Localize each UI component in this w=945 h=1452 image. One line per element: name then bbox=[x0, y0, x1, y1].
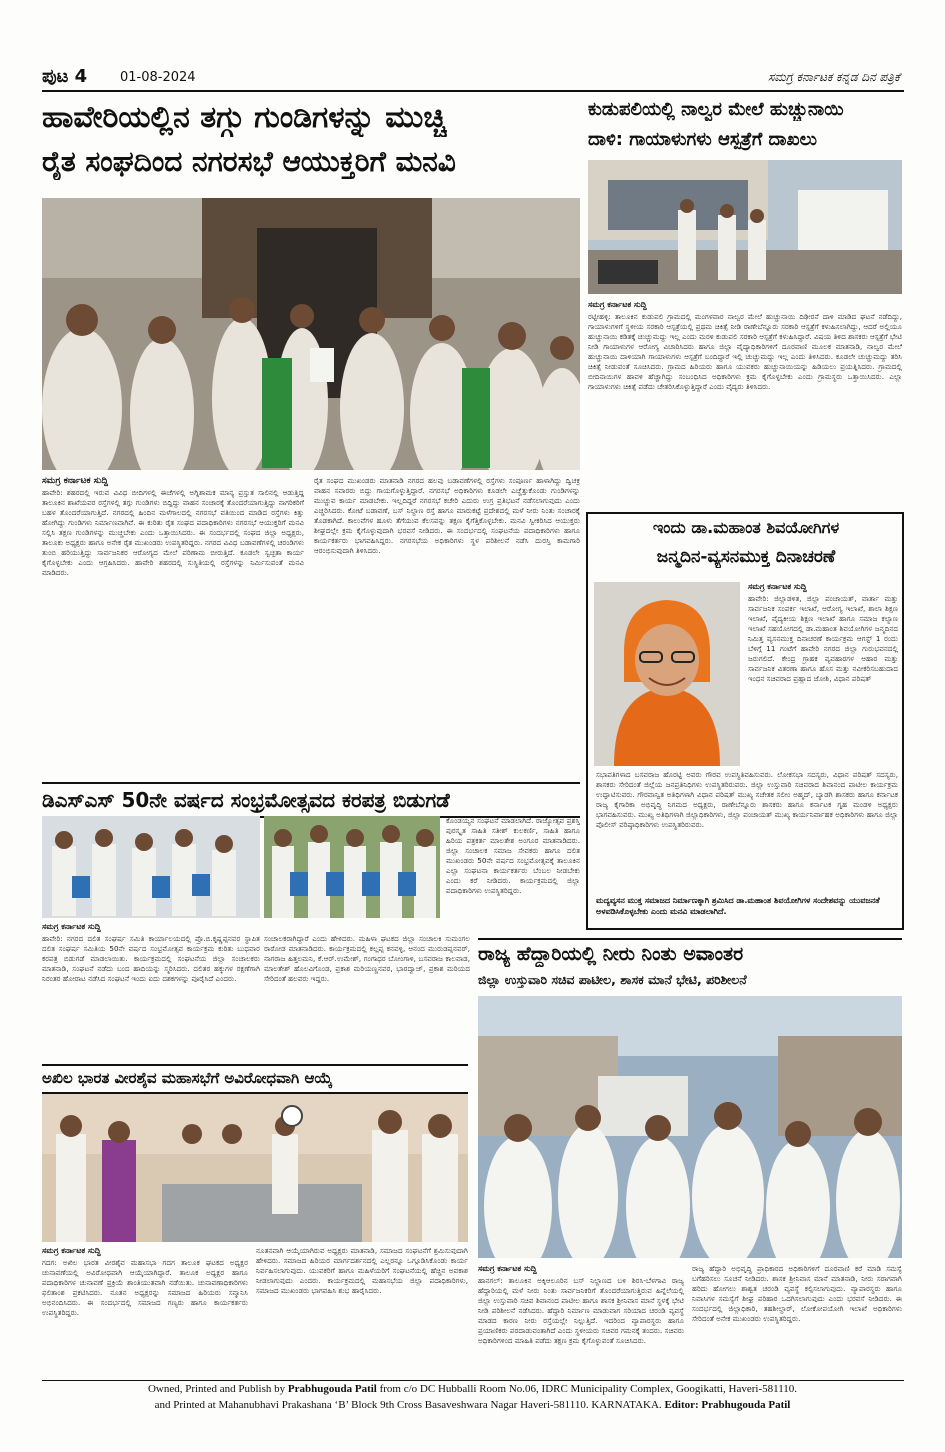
story1-headline-line1: ಹಾವೇರಿಯಲ್ಲಿನ ತಗ್ಗು ಗುಂಡಿಗಳನ್ನು ಮುಚ್ಚಿ bbox=[42, 100, 447, 135]
story4-headline: ಡಿಎಸ್‌ಎಸ್ 50ನೇ ವರ್ಷದ ಸಂಭ್ರಮೋತ್ಸವದ ಕರಪತ್ರ ಬಿಡುಗಡೆ bbox=[42, 782, 580, 818]
page-header bbox=[42, 66, 904, 92]
story4-body-side: ಕೊಂಡಯ್ಯನ ಸಂಘಟನೆ ಮಾಡಲಾಗಿದೆ. ರಾಜ್ಯೋತ್ಸವ ಪ್ರಶಸ್ತಿ ಪುರಸ್ಕೃತ ಸಾಹಿತಿ ಸತೀಶ್ ಕುಲಕರ್ಣಿ, ಸಾಹಿತಿ ಹಾಗೂ ಹಿರಿಯ ಪತ್ರಕರ್ತ ಮಾಲತೇಶ ಅಂಗೂರ ಮಾತನಾಡಿದರು. ಜಿಲ್ಲಾ ಸಂಚಾಲಕ ಸಮಾಜ ಸೇವಕರು ಹಾಗೂ ದಲಿತ ಮುಖಂಡರು 50ನೇ ವರ್ಷದ ಸಂಭ್ರಮೋತ್ಸವಕ್ಕೆ ತಾಲೂಕಿನ ಎಲ್ಲಾ ಸಂಘಟನಾ ಕಾರ್ಯಕರ್ತರು ಬೆಂಬಲ ನೀಡಬೇಕು ಎಂದು ಕರೆ ನೀಡಿದರು. ಕಾರ್ಯಕ್ರಮದಲ್ಲಿ ಜಿಲ್ಲಾ ಪದಾಧಿಕಾರಿಗಳು ಉಪಸ್ಥಿತರಿದ್ದರು. bbox=[446, 816, 580, 895]
story6-byline: ಸಮಗ್ರ ಕರ್ನಾಟಕ ಸುದ್ದಿ bbox=[478, 1264, 537, 1273]
story-veerashaiva bbox=[42, 1064, 468, 1378]
story2-body: ರಟ್ಟೀಹಳ್ಳಿ: ತಾಲೂಕಿನ ಕುಡುಪಲಿ ಗ್ರಾಮದಲ್ಲಿ ಮಂಗಳವಾರ ನಾಲ್ವರ ಮೇಲೆ ಹುಚ್ಚುನಾಯಿ ದಿಢೀರನೆ ದಾಳಿ ಮಾಡಿದ ಘಟನೆ ನಡೆದಿದ್ದು, ಗಾಯಾಳುಗಳಿಗೆ ಸ್ಥಳೀಯ ಸರಕಾರಿ ಆಸ್ಪತ್ರೆಯಲ್ಲಿ ಪ್ರಥಮ ಚಿಕಿತ್ಸೆ ನೀಡಿ ರಾಣೇಬೆನ್ನೂರು ಸರಕಾರಿ ಆಸ್ಪತ್ರೆಗೆ ಕಳುಹಿಸಲಾಗಿದ್ದು, ಆದರೆ ಅಲ್ಲಿಯೂ ಹುಚ್ಚುನಾಯಿ ಕಡಿತಕ್ಕೆ ಚುಚ್ಚುಮದ್ದು ಇಲ್ಲ ಎಂದು ಮರಳಿ ಕುಡುಪಲಿ ಸರಕಾರಿ ಆಸ್ಪತ್ರೆಗೆ ಕಳುಹಿಸಿದ್ದಾರೆ. ವಿಷಯ ತಿಳಿದ ಶಾಸಕರು ಆಸ್ಪತ್ರೆಗೆ ಭೇಟಿ ನೀಡಿ ಗಾಯಾಳುಗಳ ಆರೋಗ್ಯ ವಿಚಾರಿಸಿದರು ಹಾಗೂ ಜಿಲ್ಲಾ ವೈದ್ಯಾಧಿಕಾರಿಗಳಿಗೆ ದೂರವಾಣಿ ಮೂಲಕ ಮಾತನಾಡಿ, ನಾಲ್ವರ ಮೇಲೆ ಹುಚ್ಚುನಾಯಿ ದಾಳಿಯಾಗಿ ಗಾಯಾಳುಗಳು ಆಸ್ಪತ್ರೆಗೆ ಬಂದಿದ್ದಾರೆ ಇಲ್ಲಿ ಚುಚ್ಚುಮದ್ದು ಇಲ್ಲ ಎಂದು ತಿಳಿಸಿದರು. ಕೂಡಲೇ ಚುಚ್ಚುಮದ್ದು ತರಿಸಿ ಚಿಕಿತ್ಸೆ ನೀಡುವಂತೆ ಸೂಚಿಸಿದರು. ಗ್ರಾಮದ ಹಿರಿಯರು ಹಾಗೂ ಯುವಕರು ಹುಚ್ಚುನಾಯಿಯನ್ನು ಹಿಡಿಯಲು ಪ್ರಯತ್ನಿಸಿದರು. ಗ್ರಾಮದಲ್ಲಿ ಬೀದಿನಾಯಿಗಳ ಹಾವಳಿ ಹೆಚ್ಚಾಗಿದ್ದು ಸಂಬಂಧಿಸಿದ ಅಧಿಕಾರಿಗಳು ಕ್ರಮ ಕೈಗೊಳ್ಳಬೇಕು ಎಂದು ಗ್ರಾಮಸ್ಥರು ಒತ್ತಾಯಿಸಿದರು. ಎಲ್ಲಾ ಗಾಯಾಳುಗಳು ಚಿಕಿತ್ಸೆ ಪಡೆದು ಚೇತರಿಸಿಕೊಳ್ಳುತ್ತಿದ್ದಾರೆ ಎಂದು ವೈದ್ಯರು ತಿಳಿಸಿದರು. bbox=[588, 312, 902, 391]
story-haveri-potholes bbox=[42, 98, 580, 850]
story4-body-mid: ಸಂಚಾಲಕರಾಗಿದ್ದಾರೆ ಎಂದು ಹೇಳಿದರು. ಮಹಿಳಾ ಘಟಕದ ಜಿಲ್ಲಾ ಸಂಚಾಲಕಿ ಸುಮಂಗಲ ರಾಠೋಡ ಮಾತನಾಡಿದರು. ಕಾರ್ಯಕ್ರಮದಲ್ಲಿ ಕಲ್ಲಪ್ಪ ಕನವಳ್ಳಿ, ಆನಂದ ಮುರುಡಪ್ಪನವರ್, ನಾಗರಾಜ ಹಿತ್ತಲಮನಿ, ಕೆ.ಆರ್.ಉಮೇಶ್, ಗಂಗಾಧರ ಬೋಂಗಾಳಿ, ಬಸವರಾಜ ಕಾಲವಾಡ, ಮಾಲತೇಶ್ ಹೊಲವಿಗೊಂಡ, ಪ್ರಕಾಶ ಮರಿಯಣ್ಣನವರ, ಭಾರದ್ವಾಜ್, ಪ್ರಕಾಶ ಮರಿಯದ ಸೇರಿದಂತೆ ಹಲವರು ಇದ್ದರು. bbox=[264, 934, 470, 983]
story6-photo bbox=[478, 996, 902, 1258]
story2-headline-line1: ಕುಡುಪಲಿಯಲ್ಲಿ ನಾಲ್ವರ ಮೇಲೆ ಹುಚ್ಚುನಾಯಿ bbox=[588, 99, 844, 120]
story6-headline-line2: ಜಿಲ್ಲಾ ಉಸ್ತುವಾರಿ ಸಚಿವ ಪಾಟೀಲ, ಶಾಸಕ ಮಾನೆ ಭೇಟಿ, ಪರಿಶೀಲನೆ bbox=[478, 972, 747, 987]
story1-byline: ಸಮಗ್ರ ಕರ್ನಾಟಕ ಸುದ್ದಿ bbox=[42, 476, 108, 486]
story-dog-attack bbox=[588, 98, 902, 508]
story1-body-right: ರೈತ ಸಂಘದ ಮುಖಂಡರು ಮಾತನಾಡಿ ನಗರದ ಹಲವು ಬಡಾವಣೆಗಳಲ್ಲಿ ರಸ್ತೆಗಳು ಸಂಪೂರ್ಣ ಹಾಳಾಗಿದ್ದು ದ್ವಿಚಕ್ರ ವಾಹನ ಸವಾರರು ಬಿದ್ದು ಗಾಯಗೊಳ್ಳುತ್ತಿದ್ದಾರೆ. ನಗರಸಭೆ ಅಧಿಕಾರಿಗಳು ಕೂಡಲೇ ಎಚ್ಚೆತ್ತುಕೊಂಡು ಗುಂಡಿಗಳನ್ನು ಮುಚ್ಚುವ ಕಾರ್ಯ ಮಾಡಬೇಕು. ಇಲ್ಲದಿದ್ದರೆ ನಗರಸಭೆ ಕಚೇರಿ ಎದುರು ಉಗ್ರ ಪ್ರತಿಭಟನೆ ನಡೆಸಲಾಗುವುದು ಎಂದು ಎಚ್ಚರಿಸಿದರು. ಕೋಟೆ ಬಡಾವಣೆ, ಬಸ್ ನಿಲ್ದಾಣ ರಸ್ತೆ ಹಾಗೂ ಮಾರುಕಟ್ಟೆ ಪ್ರದೇಶದಲ್ಲಿ ಮಳೆ ನೀರು ನಿಂತು ಸಂಚಾರಕ್ಕೆ ತೊಡಕಾಗಿದೆ. ಕಾಲುವೆಗಳ ಹೂಳು ತೆಗೆಯುವ ಕೆಲಸವನ್ನು ತಕ್ಷಣ ಕೈಗೆತ್ತಿಕೊಳ್ಳಬೇಕು. ಮನವಿ ಸ್ವೀಕರಿಸಿದ ಆಯುಕ್ತರು ಶೀಘ್ರದಲ್ಲೇ ಕ್ರಮ ಕೈಗೊಳ್ಳುವುದಾಗಿ ಭರವಸೆ ನೀಡಿದರು. ಈ ಸಂದರ್ಭದಲ್ಲಿ ಸಂಘಟನೆಯ ಪದಾಧಿಕಾರಿಗಳು ಹಾಗೂ ಕಾರ್ಯಕರ್ತರು ಭಾಗವಹಿಸಿದ್ದರು. ನಗರಸಭೆಯ ಅಧಿಕಾರಿಗಳು ಸ್ಥಳ ಪರಿಶೀಲನೆ ನಡೆಸಿ ದುರಸ್ತಿ ಕಾಮಗಾರಿ ಆರಂಭಿಸುವುದಾಗಿ ತಿಳಿಸಿದರು. bbox=[314, 476, 580, 555]
story6-headline-line1: ರಾಜ್ಯ ಹೆದ್ದಾರಿಯಲ್ಲಿ ನೀರು ನಿಂತು ಅವಾಂತರ bbox=[478, 938, 902, 967]
story1-body-left: ಹಾವೇರಿ: ಶಹರದಲ್ಲಿ ಇರುವ ವಿವಿಧ ಬೀದಿಗಳಲ್ಲಿ ಈಚೆಗಳಲ್ಲಿ ಅಗ್ನಿಶಾಮಕ ಮಾನ್ಯ ಪ್ರಸ್ತುತ ಸಾಲಿನಲ್ಲಿ ಆಡುತ್ತಿದ್ದ ತಾಲೂಕಿನ ಶಾಖೆಯವರ ರಸ್ತೆಗಳಲ್ಲಿ ತಗ್ಗು ಗುಂಡಿಗಳು ಬಿದ್ದಿದ್ದು ವಾಹನ ಸಂಚಾರಕ್ಕೆ ತೊಂದರೆಯಾಗುತ್ತಿದ್ದು ನಾಗರಿಕರಿಗೆ ಬಹಳ ತೊಂದರೆಯಾಗುತ್ತಿದೆ. ನಗರದಲ್ಲಿ ಹಿಂದಿನ ಮಳೆಗಾಲದಲ್ಲಿ ನಗರಸಭೆ ವತಿಯಿಂದ ಮಾಡಿದ ರಸ್ತೆಗಳು ಕಿತ್ತು ಹೋಗಿದ್ದು ಗುಂಡಿಗಳು ನಿರ್ಮಾಣವಾಗಿವೆ. ಈ ಕುರಿತು ರೈತ ಸಂಘದ ಪದಾಧಿಕಾರಿಗಳು ನಗರಸಭೆ ಆಯುಕ್ತರಿಗೆ ಮನವಿ ಸಲ್ಲಿಸಿ ತಕ್ಷಣ ಗುಂಡಿಗಳನ್ನು ಮುಚ್ಚಬೇಕು ಎಂದು ಒತ್ತಾಯಿಸಿದರು. ಈ ಸಂದರ್ಭದಲ್ಲಿ ಸಂಘದ ಜಿಲ್ಲಾ ಅಧ್ಯಕ್ಷರು, ತಾಲೂಕು ಅಧ್ಯಕ್ಷರು ಹಾಗೂ ಅನೇಕ ರೈತ ಮುಖಂಡರು ಉಪಸ್ಥಿತರಿದ್ದರು. ನಗರದ ವಿವಿಧ ಬಡಾವಣೆಗಳಲ್ಲಿ ಚರಂಡಿಗಳು ತುಂಬಿ ಹರಿಯುತ್ತಿದ್ದು ಸಾರ್ವಜನಿಕರ ಆರೋಗ್ಯದ ಮೇಲೆ ಪರಿಣಾಮ ಬೀರುತ್ತಿದೆ. ಕೂಡಲೇ ಸ್ವಚ್ಛತಾ ಕಾರ್ಯ ಕೈಗೊಳ್ಳಬೇಕು ಎಂದು ಆಗ್ರಹಿಸಿದರು. ಹಾವೇರಿ ಶಹರದಲ್ಲಿ ಸುಸ್ಥಿತಿಯಲ್ಲಿ ರಸ್ತೆಗಳನ್ನು ನಿರ್ಮಿಸುವಂತೆ ಮನವಿ ಮಾಡಿದರು. bbox=[42, 488, 304, 577]
story4-body-left: ಹಾವೇರಿ: ನಗರದ ದಲಿತ ಸಂಘರ್ಷ ಸಮಿತಿ ಕಾರ್ಯಾಲಯದಲ್ಲಿ ಪ್ರೊ.ಬಿ.ಕೃಷ್ಣಪ್ಪನವರ ಸ್ಥಾಪಿತ ದಲಿತ ಸಂಘರ್ಷ ಸಮಿತಿಯ 50ನೇ ವರ್ಷದ ಸಂಭ್ರಮೋತ್ಸವ ಕಾರ್ಯಕ್ರಮ ಕುರಿತು ಬುಧವಾರ ಕರಪತ್ರ ಬಿಡುಗಡೆ ಮಾಡಲಾಯಿತು. ಕಾರ್ಯಕ್ರಮದಲ್ಲಿ ಸಂಘಟನೆಯ ಜಿಲ್ಲಾ ಸಂಚಾಲಕರು ಮಾತನಾಡಿ, ಸಂಘಟನೆ ನಡೆದು ಬಂದ ಹಾದಿಯನ್ನು ಸ್ಮರಿಸಿದರು. ದಲಿತರ ಹಕ್ಕುಗಳ ರಕ್ಷಣೆಗಾಗಿ ನಿರಂತರ ಹೋರಾಟ ನಡೆಸಿದ ಸಂಘಟನೆ ಇಂದು ಐದು ದಶಕಗಳನ್ನು ಪೂರೈಸಿದೆ ಎಂದರು. bbox=[42, 934, 260, 983]
story3-note: ಮದ್ಯವ್ಯಸನ ಮುಕ್ತ ಸಮಾಜದ ನಿರ್ಮಾಣಕ್ಕಾಗಿ ಶ್ರಮಿಸಿದ ಡಾ.ಮಹಾಂತ ಶಿವಯೋಗಿಗಳ ಸಂದೇಶವನ್ನು ಯುವಜನತೆ ಅಳವಡಿಸಿಕೊಳ್ಳಬೇಕು ಎಂದು ಮನವಿ ಮಾಡಲಾಗಿದೆ. bbox=[596, 896, 880, 916]
issue-date: 01-08-2024 bbox=[120, 70, 196, 85]
imprint-line-1: Owned, Printed and Publish by Prabhugouda Patil from c/o DC Hubballi Room No.06, IDRC Municipality Complex, Googikatti, Haveri-581110. bbox=[147, 1383, 798, 1395]
page-number: ಪುಟ 4 bbox=[42, 66, 88, 87]
story3-byline: ಸಮಗ್ರ ಕರ್ನಾಟಕ ಸುದ್ದಿ bbox=[748, 582, 807, 591]
story5-byline: ಸಮಗ್ರ ಕರ್ನಾಟಕ ಸುದ್ದಿ bbox=[42, 1246, 101, 1255]
footer-rule bbox=[42, 1380, 904, 1381]
editor-credit: Editor: Prabhugouda Patil bbox=[664, 1398, 791, 1411]
story5-body-left: ಗದಗ: ಅಖಿಲ ಭಾರತ ವೀರಶೈವ ಮಹಾಸಭಾ ಗದಗ ತಾಲೂಕ ಘಟಕದ ಅಧ್ಯಕ್ಷರ ಚುನಾವಣೆಯಲ್ಲಿ ಅವಿರೋಧವಾಗಿ ಆಯ್ಕೆಯಾಗಿದ್ದಾರೆ. ತಾಲೂಕ ಅಧ್ಯಕ್ಷರ ಹಾಗೂ ಪದಾಧಿಕಾರಿಗಳ ಚುನಾವಣೆ ಪ್ರಕ್ರಿಯೆ ಶಾಂತಿಯುತವಾಗಿ ನಡೆಯಿತು. ಚುನಾವಣಾಧಿಕಾರಿಗಳು ಫಲಿತಾಂಶ ಪ್ರಕಟಿಸಿದರು. ನೂತನ ಅಧ್ಯಕ್ಷರನ್ನು ಸಮಾಜದ ಹಿರಿಯರು ಸನ್ಮಾನಿಸಿ ಅಭಿನಂದಿಸಿದರು. ಈ ಸಂದರ್ಭದಲ್ಲಿ ಸಮಾಜದ ಗಣ್ಯರು ಹಾಗೂ ಕಾರ್ಯಕರ್ತರು ಉಪಸ್ಥಿತರಿದ್ದರು. bbox=[42, 1258, 248, 1317]
story2-byline: ಸಮಗ್ರ ಕರ್ನಾಟಕ ಸುದ್ದಿ bbox=[588, 300, 647, 309]
story2-headline-line2: ದಾಳಿ: ಗಾಯಾಳುಗಳು ಆಸ್ಪತ್ರೆಗೆ ದಾಖಲು bbox=[588, 129, 818, 150]
story6-body-right: ರಾಜ್ಯ ಹೆದ್ದಾರಿ ಅಭಿವೃದ್ಧಿ ಪ್ರಾಧಿಕಾರದ ಅಧಿಕಾರಿಗಳಿಗೆ ದೂರವಾಣಿ ಕರೆ ಮಾಡಿ ಸಮಸ್ಯೆ ಬಗೆಹರಿಸಲು ಸೂಚನೆ ನೀಡಿದರು. ಶಾಸಕ ಶ್ರೀನಿವಾಸ ಮಾನೆ ಮಾತನಾಡಿ, ನೀರು ಸರಾಗವಾಗಿ ಹರಿದು ಹೋಗಲು ಶಾಶ್ವತ ಚರಂಡಿ ವ್ಯವಸ್ಥೆ ಕಲ್ಪಿಸಲಾಗುವುದು. ವ್ಯಾಪಾರಸ್ಥರು ಹಾಗೂ ನಿವಾಸಿಗಳ ಸಮಸ್ಯೆಗೆ ಶೀಘ್ರ ಪರಿಹಾರ ಒದಗಿಸಲಾಗುವುದು ಎಂದು ಭರವಸೆ ನೀಡಿದರು. ಈ ಸಂದರ್ಭದಲ್ಲಿ ಜಿಲ್ಲಾಧಿಕಾರಿ, ತಹಶೀಲ್ದಾರ್, ಲೋಕೋಪಯೋಗಿ ಇಲಾಖೆ ಅಧಿಕಾರಿಗಳು ಸೇರಿದಂತೆ ಅನೇಕ ಮುಖಂಡರು ಉಪಸ್ಥಿತರಿದ್ದರು. bbox=[692, 1264, 902, 1323]
story5-headline: ಅಖಿಲ ಭಾರತ ವೀರಶೈವ ಮಹಾಸಭೆಗೆ ಅವಿರೋಧವಾಗಿ ಆಯ್ಕೆ bbox=[42, 1064, 468, 1094]
story3-portrait bbox=[594, 582, 740, 766]
story4-photo-left bbox=[42, 816, 260, 918]
imprint-line-2: and Printed at Mahanubhavi Prakashana ‘B’ Block 9th Cross Basaveshwara Nagar Haveri-581110. KARNATAKA. Editor: Prabhugouda Patil bbox=[154, 1398, 791, 1411]
story6-body-left: ಹಾನಗಲ್: ತಾಲೂಕಿನ ಅಕ್ಕಿಆಲೂರಿನ ಬಸ್ ನಿಲ್ದಾಣದ ಬಳಿ ಶಿರಸಿ-ಬೆಳಗಾವಿ ರಾಜ್ಯ ಹೆದ್ದಾರಿಯಲ್ಲಿ ಮಳೆ ನೀರು ನಿಂತು ಸಾರ್ವಜನಿಕರಿಗೆ ತೊಂದರೆಯಾಗುತ್ತಿರುವ ಹಿನ್ನೆಲೆಯಲ್ಲಿ ಜಿಲ್ಲಾ ಉಸ್ತುವಾರಿ ಸಚಿವ ಶಿವಾನಂದ ಪಾಟೀಲ ಹಾಗೂ ಶಾಸಕ ಶ್ರೀನಿವಾಸ ಮಾನೆ ಸ್ಥಳಕ್ಕೆ ಭೇಟಿ ನೀಡಿ ಪರಿಶೀಲನೆ ನಡೆಸಿದರು. ಹೆದ್ದಾರಿ ನಿರ್ಮಾಣ ಮಾಡುವಾಗ ಸರಿಯಾದ ಚರಂಡಿ ವ್ಯವಸ್ಥೆ ಮಾಡದ ಕಾರಣ ನೀರು ರಸ್ತೆಯಲ್ಲೇ ನಿಲ್ಲುತ್ತಿದೆ. ಇದರಿಂದ ವ್ಯಾಪಾರಸ್ಥರು ಹಾಗೂ ಪ್ರಯಾಣಿಕರು ಪರದಾಡುವಂತಾಗಿದೆ ಎಂದು ಸ್ಥಳೀಯರು ಸಚಿವರ ಗಮನಕ್ಕೆ ತಂದರು. ಸಚಿವರು ಅಧಿಕಾರಿಗಳಿಂದ ಮಾಹಿತಿ ಪಡೆದು ತಕ್ಷಣ ಕ್ರಮ ಕೈಗೊಳ್ಳುವಂತೆ ಸೂಚಿಸಿದರು. bbox=[478, 1276, 684, 1345]
story-shivayogi-birthday bbox=[586, 512, 904, 930]
story5-photo bbox=[42, 1094, 468, 1242]
paper-tagline: ಸಮಗ್ರ ಕರ್ನಾಟಕ ಕನ್ನಡ ದಿನ ಪತ್ರಿಕೆ bbox=[768, 70, 900, 84]
imprint-footer bbox=[0, 1382, 945, 1414]
story5-body-right: ನೂತನವಾಗಿ ಆಯ್ಕೆಯಾಗಿರುವ ಅಧ್ಯಕ್ಷರು ಮಾತನಾಡಿ, ಸಮಾಜದ ಸಂಘಟನೆಗೆ ಶ್ರಮಿಸುವುದಾಗಿ ಹೇಳಿದರು. ಸಮಾಜದ ಹಿರಿಯರ ಮಾರ್ಗದರ್ಶನದಲ್ಲಿ ಎಲ್ಲರನ್ನೂ ಒಗ್ಗೂಡಿಸಿಕೊಂಡು ಕಾರ್ಯ ನಿರ್ವಹಿಸಲಾಗುವುದು. ಯುವಕರಿಗೆ ಹಾಗೂ ಮಹಿಳೆಯರಿಗೆ ಸಂಘಟನೆಯಲ್ಲಿ ಹೆಚ್ಚಿನ ಅವಕಾಶ ನೀಡಲಾಗುವುದು ಎಂದರು. ಕಾರ್ಯಕ್ರಮದಲ್ಲಿ ಮಹಾಸಭೆಯ ಜಿಲ್ಲಾ ಪದಾಧಿಕಾರಿಗಳು, ಸಮಾಜದ ಮುಖಂಡರು ಭಾಗವಹಿಸಿ ಶುಭ ಹಾರೈಸಿದರು. bbox=[256, 1246, 468, 1295]
story-highway-flooding bbox=[478, 938, 902, 1378]
publisher-name: Prabhugouda Patil bbox=[287, 1383, 377, 1395]
story3-headline-line1: ಇಂದು ಡಾ.ಮಹಾಂತ ಶಿವಯೋಗಿಗಳ bbox=[652, 518, 840, 537]
story1-headline-line2: ರೈತ ಸಂಘದಿಂದ ನಗರಸಭೆ ಆಯುಕ್ತರಿಗೆ ಮನವಿ bbox=[42, 145, 456, 178]
story3-body-side: ಹಾವೇರಿ: ಜಿಲ್ಲಾಡಳಿತ, ಜಿಲ್ಲಾ ಪಂಚಾಯತ್, ವಾರ್ತಾ ಮತ್ತು ಸಾರ್ವಜನಿಕ ಸಂಪರ್ಕ ಇಲಾಖೆ, ಆರೋಗ್ಯ ಇಲಾಖೆ, ಶಾಲಾ ಶಿಕ್ಷಣ ಇಲಾಖೆ, ವೈದ್ಯಕೀಯ ಶಿಕ್ಷಣ ಇಲಾಖೆ ಹಾಗೂ ಸಮಾಜ ಕಲ್ಯಾಣ ಇಲಾಖೆ ಸಹಯೋಗದಲ್ಲಿ ಡಾ.ಮಹಾಂತ ಶಿವಯೋಗಿಗಳ ಜನ್ಮದಿನದ ನಿಮಿತ್ತ ವ್ಯಸನಮುಕ್ತ ದಿನಾಚರಣೆ ಕಾರ್ಯಕ್ರಮ ಆಗಸ್ಟ್ 1 ರಂದು ಬೆಳಿಗ್ಗೆ 11 ಗಂಟೆಗೆ ಹಾವೇರಿ ನಗರದ ಜಿಲ್ಲಾ ಗುರುಭವನದಲ್ಲಿ ಜರುಗಲಿದೆ. ಕೇಂದ್ರ ಗ್ರಾಹಕ ವ್ಯವಹಾರಗಳ ಆಹಾರ ಮತ್ತು ಸಾರ್ವಜನಿಕ ವಿತರಣಾ ಹಾಗೂ ಹೊಸ ಮತ್ತು ನವೀಕರಿಸಬಹುದಾದ ಇಂಧನ ಸಚಿವರಾದ ಪ್ರಹ್ಲಾದ ಜೋಶಿ, ವಿಧಾನ ಪರಿಷತ್ bbox=[748, 594, 898, 683]
story2-photo bbox=[588, 160, 902, 294]
story1-photo bbox=[42, 198, 580, 470]
story4-photo-right bbox=[264, 816, 440, 918]
story3-headline-line2: ಜನ್ಮದಿನ-ವ್ಯಸನಮುಕ್ತ ದಿನಾಚರಣೆ bbox=[656, 547, 836, 567]
story4-byline: ಸಮಗ್ರ ಕರ್ನಾಟಕ ಸುದ್ದಿ bbox=[42, 922, 101, 931]
story3-body-bottom: ಸಭಾಪತಿಗಳಾದ ಬಸವರಾಜ ಹೊರಟ್ಟಿ ಅವರು ಗೌರವ ಉಪಸ್ಥಿತಿವಹಿಸುವರು. ಲೋಕಸಭಾ ಸದಸ್ಯರು, ವಿಧಾನ ಪರಿಷತ್ ಸದಸ್ಯರು, ಶಾಸಕರು ಸೇರಿದಂತೆ ಜಿಲ್ಲೆಯ ಜನಪ್ರತಿನಿಧಿಗಳು ಉಪಸ್ಥಿತರಿರುವರು. ಜಿಲ್ಲಾ ಉಸ್ತುವಾರಿ ಸಚಿವರಾದ ಶಿವಾನಂದ ಪಾಟೀಲ ಕಾರ್ಯಕ್ರಮ ಉದ್ಘಾಟಿಸುವರು. ಗೌರವಾನ್ವಿತ ಅತಿಥಿಗಳಾಗಿ ವಿಧಾನ ಪರಿಷತ್ ಮುಖ್ಯ ಸಚೇತಕ ಸಲೀಂ ಅಹ್ಮದ್, ಬ್ಯಾಡಗಿ ಶಾಸಕರು ಹಾಗೂ ಕರ್ನಾಟಕ ರಾಜ್ಯ ಕೈಗಾರಿಕಾ ಅಭಿವೃದ್ಧಿ ನಿಗಮದ ಅಧ್ಯಕ್ಷರು, ರಾಣೇಬೆನ್ನೂರು ಶಾಸಕರು ಹಾಗೂ ಕರ್ನಾಟಕ ಗೃಹ ಮಂಡಳಿ ಅಧ್ಯಕ್ಷರು ಭಾಗವಹಿಸುವರು. ಮುಖ್ಯ ಅತಿಥಿಗಳಾಗಿ ಜಿಲ್ಲಾಧಿಕಾರಿಗಳು, ಜಿಲ್ಲಾ ಪಂಚಾಯತ್ ಮುಖ್ಯ ಕಾರ್ಯನಿರ್ವಾಹಕ ಅಧಿಕಾರಿಗಳು ಹಾಗೂ ಜಿಲ್ಲಾ ಪೊಲೀಸ್ ವರಿಷ್ಠಾಧಿಕಾರಿಗಳು ಉಪಸ್ಥಿತರಿರುವರು. bbox=[596, 770, 898, 829]
